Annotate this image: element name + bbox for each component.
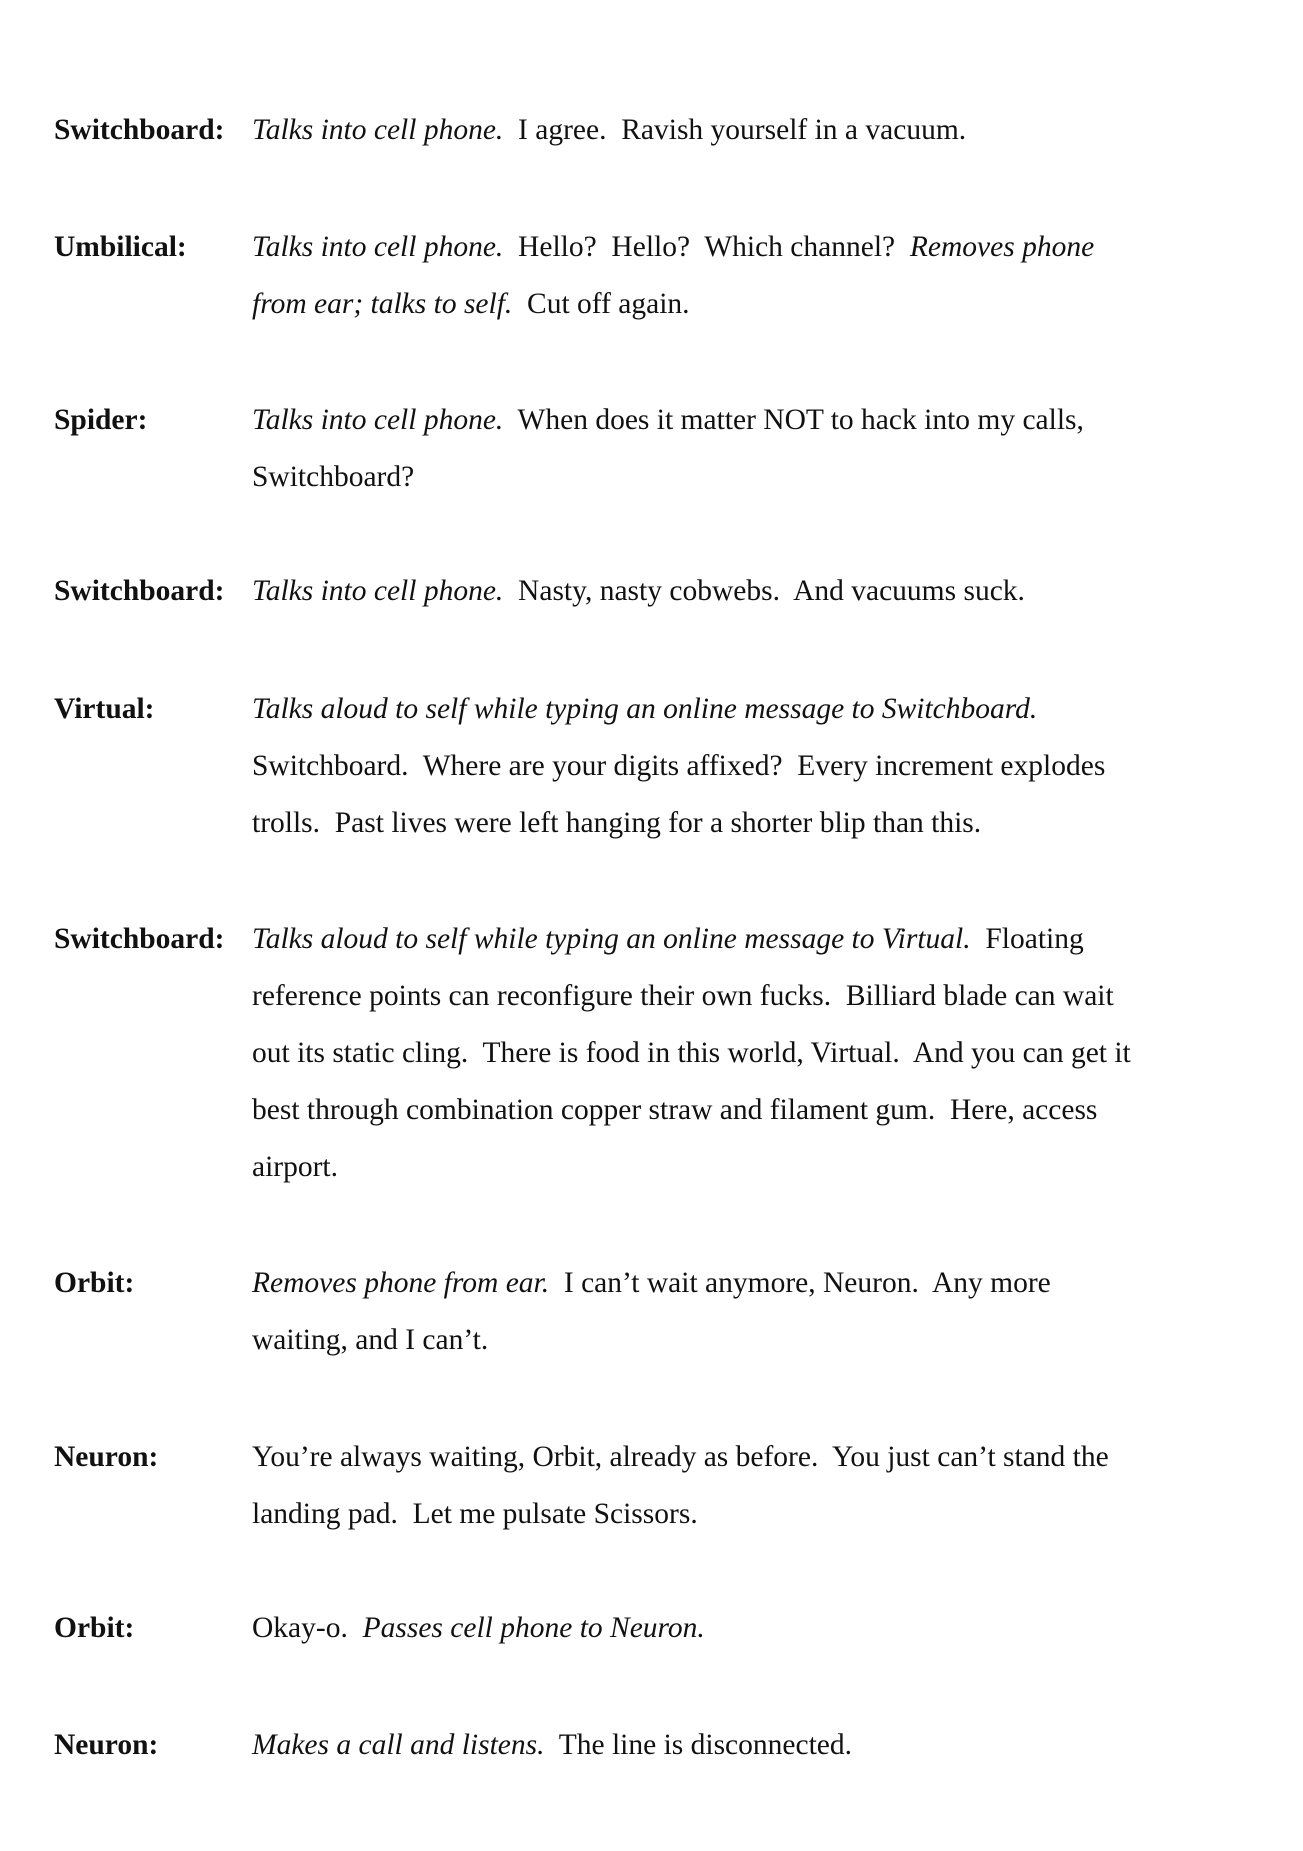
dialogue-line [252,738,1303,795]
spoken-text: Switchboard. Where are your digits affixed? Every increment explodes [252,750,1106,782]
dialogue-line [252,449,1303,506]
stage-direction: Makes a call and listens. [252,1729,545,1761]
speaker-name: Orbit: [54,1267,135,1299]
dialogue-text [252,102,1303,159]
dialogue-text [252,1600,1303,1657]
speaker-name: Orbit: [54,1612,135,1644]
dialogue-line [252,392,1303,449]
stage-direction: Talks into cell phone. [252,114,504,146]
dialogue-text [252,681,1303,852]
spoken-text: Switchboard? [252,461,415,493]
stage-direction: Talks aloud to self while typing an online message to Switchboard. [252,693,1038,725]
dialogue-text [252,219,1303,333]
spoken-text: The line is disconnected. [544,1729,852,1761]
dialogue-line [252,1139,1303,1196]
spoken-text: When does it matter NOT to hack into my calls, [503,404,1084,436]
stage-direction: Removes phone from ear. [252,1267,550,1299]
spoken-text: Okay-o. [252,1612,363,1644]
dialogue-line [252,795,1303,852]
speaker-name: Switchboard: [54,114,225,146]
dialogue-text [252,563,1303,620]
dialogue-line [252,1717,1303,1774]
speaker-name: Switchboard: [54,575,225,607]
dialogue-line [252,563,1303,620]
dialogue-text [252,1255,1303,1369]
dialogue-text [252,1429,1303,1543]
dialogue-text [252,392,1303,506]
dialogue-line [252,1082,1303,1139]
stage-direction: Passes cell phone to Neuron. [362,1612,705,1644]
spoken-text: airport. [252,1151,339,1183]
dialogue-line [252,681,1303,738]
stage-direction: from ear; talks to self. [252,288,513,320]
spoken-text: trolls. Past lives were left hanging for a shorter blip than this. [252,807,982,839]
stage-direction: Talks aloud to self while typing an online message to Virtual. [252,923,971,955]
speaker-name: Umbilical: [54,231,187,263]
spoken-text: reference points can reconfigure their own fucks. Billiard blade can wait [252,980,1114,1012]
spoken-text: out its static cling. There is food in this world, Virtual. And you can get it [252,1037,1131,1069]
spoken-text: I agree. Ravish yourself in a vacuum. [503,114,967,146]
dialogue-text [252,911,1303,1196]
dialogue-line [252,1312,1303,1369]
speaker-name: Spider: [54,404,148,436]
dialogue-line [252,276,1303,333]
stage-direction: Talks into cell phone. [252,404,504,436]
spoken-text: Floating [970,923,1084,955]
spoken-text: landing pad. Let me pulsate Scissors. [252,1498,698,1530]
dialogue-line [252,1600,1303,1657]
spoken-text: You’re always waiting, Orbit, already as before. You just can’t stand the [252,1441,1109,1473]
speaker-name: Virtual: [54,693,155,725]
stage-direction: Removes phone [909,231,1095,263]
spoken-text: I can’t wait anymore, Neuron. Any more [549,1267,1051,1299]
dialogue-line [252,219,1303,276]
spoken-text: Hello? Hello? Which channel? [503,231,910,263]
dialogue-line [252,968,1303,1025]
dialogue-line [252,1255,1303,1312]
dialogue-line [252,1429,1303,1486]
stage-direction: Talks into cell phone. [252,575,504,607]
spoken-text: best through combination copper straw and filament gum. Here, access [252,1094,1098,1126]
speaker-name: Neuron: [54,1729,159,1761]
spoken-text: Cut off again. [512,288,690,320]
spoken-text: waiting, and I can’t. [252,1324,489,1356]
speaker-name: Neuron: [54,1441,159,1473]
spoken-text: Nasty, nasty cobwebs. And vacuums suck. [503,575,1025,607]
dialogue-line [252,911,1303,968]
dialogue-text [252,1717,1303,1774]
dialogue-line [252,102,1303,159]
dialogue-line [252,1025,1303,1082]
stage-direction: Talks into cell phone. [252,231,504,263]
speaker-name: Switchboard: [54,923,225,955]
dialogue-line [252,1486,1303,1543]
